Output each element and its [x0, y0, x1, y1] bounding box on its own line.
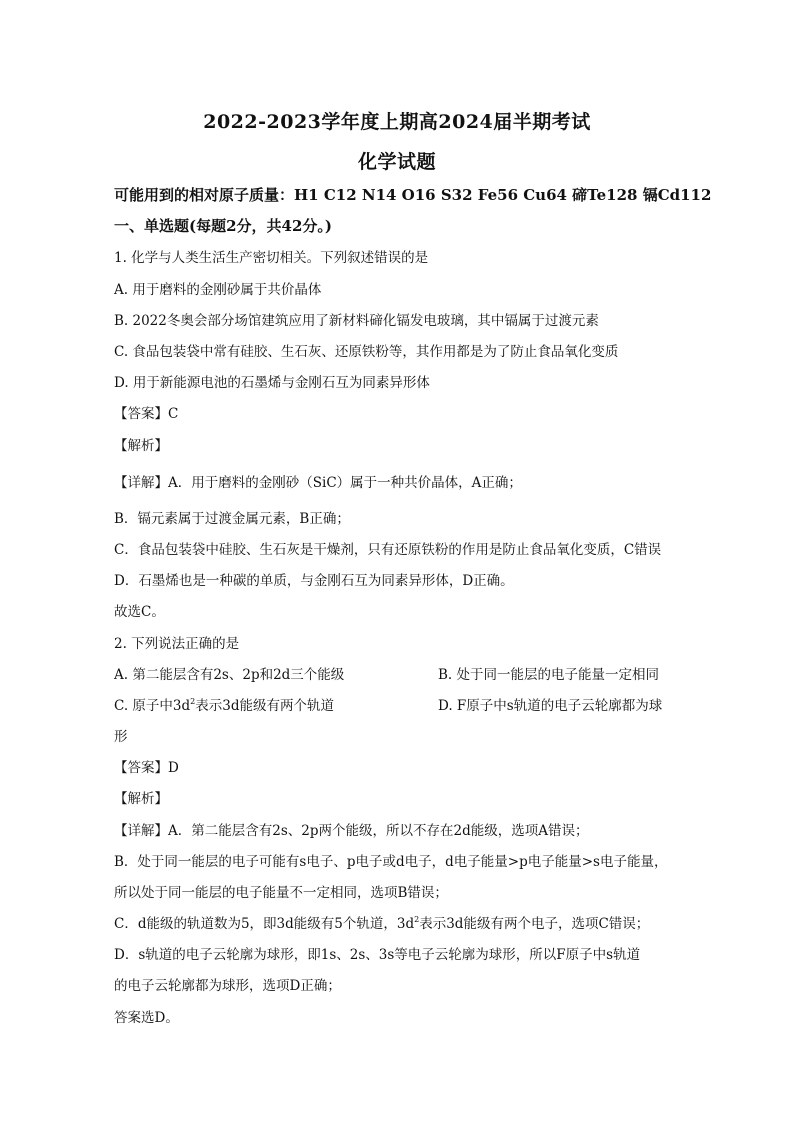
q1-detail-c: C．食品包装袋中硅胶、生石灰是干燥剂，只有还原铁粉的作用是防止食品氧化变质，C错误 [114, 542, 662, 558]
q2-option-c [114, 697, 334, 715]
section-heading: 一、单选题(每题2分，共42分。) [114, 217, 333, 235]
q2-option-a: A. 第二能层含有2s、2p和2d三个能级 [114, 667, 345, 683]
q1-option-b: B. 2022冬奥会部分场馆建筑应用了新材料碲化镉发电玻璃，其中镉属于过渡元素 [114, 313, 599, 329]
q1-detail-d: D．石墨烯也是一种碳的单质，与金刚石互为同素异形体，D正确。 [114, 573, 514, 589]
q2-option-d-continued: 形 [114, 729, 128, 745]
q2-option-d: D. F原子中s轨道的电子云轮廓都为球 [438, 698, 663, 714]
atomic-masses-line: 可能用到的相对原子质量：H1 C12 N14 O16 S32 Fe56 Cu64 碲Te128 镉Cd112 [114, 186, 712, 204]
q1-option-d: D. 用于新能源电池的石墨烯与金刚石互为同素异形体 [114, 375, 430, 391]
q2-option-c-pre: C. 原子中3d [114, 698, 191, 714]
q2-conclusion: 答案选D。 [114, 1010, 179, 1026]
q1-option-c: C. 食品包装袋中常有硅胶、生石灰、还原铁粉等，其作用都是为了防止食品氧化变质 [114, 344, 619, 360]
q2-detail-d: D．s轨道的电子云轮廓为球形，即1s、2s、3s等电子云轮廓为球形，所以F原子中s轨道 [114, 947, 641, 963]
q2-analysis-tag: 【解析】 [114, 791, 168, 807]
q2-stem: 2. 下列说法正确的是 [114, 636, 240, 652]
q1-option-a: A. 用于磨料的金刚砂属于共价晶体 [114, 282, 322, 298]
q2-option-c-post: 表示3d能级有两个轨道 [195, 698, 334, 714]
q2-detail-d-continued: 的电子云轮廓都为球形，选项D正确； [114, 978, 341, 994]
subject-title: 化学试题 [357, 151, 436, 173]
q2-detail-b: B．处于同一能层的电子可能有s电子、p电子或d电子，d电子能量>p电子能量>s电子能量， [114, 854, 668, 870]
q2-option-b: B. 处于同一能层的电子能量一定相同 [438, 667, 660, 683]
q2-option-c-superscript: 2 [190, 697, 196, 706]
q1-detail-a: 【详解】A．用于磨料的金刚砂（SiC）属于一种共价晶体，A正确； [114, 475, 522, 491]
q1-stem: 1. 化学与人类生活生产密切相关。下列叙述错误的是 [114, 250, 429, 266]
exam-title: 2022-2023学年度上期高2024届半期考试 [203, 111, 591, 133]
q2-detail-c-superscript: 2 [414, 915, 420, 924]
q2-detail-c [114, 915, 649, 933]
q1-answer: 【答案】C [114, 406, 179, 422]
q2-detail-c-post: 表示3d能级有两个电子，选项C错误； [419, 916, 650, 932]
q2-answer: 【答案】D [114, 760, 179, 776]
q2-detail-b-continued: 所以处于同一能层的电子能量不一定相同，选项B错误； [114, 885, 448, 901]
q1-analysis-tag: 【解析】 [114, 438, 168, 454]
q2-detail-c-pre: C．d能级的轨道数为5，即3d能级有5个轨道，3d [114, 916, 415, 932]
q2-detail-a: 【详解】A．第二能层含有2s、2p两个能级，所以不存在2d能级，选项A错误； [114, 823, 589, 839]
q1-detail-b: B．镉元素属于过渡金属元素，B正确； [114, 511, 350, 527]
q1-conclusion: 故选C。 [114, 604, 165, 620]
